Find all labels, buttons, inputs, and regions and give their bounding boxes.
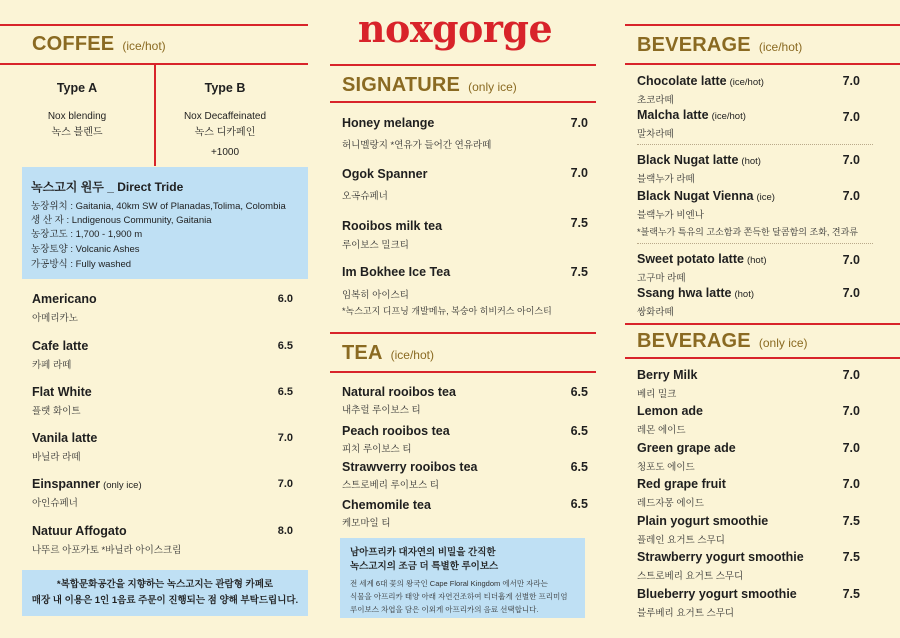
- type-a-line2: 녹스 블렌드: [51, 127, 103, 138]
- menu-item-cafe-latte[interactable]: [32, 339, 88, 371]
- menu-item-black-nugat-vienna[interactable]: [637, 189, 775, 221]
- coffee-subtitle: (ice/hot): [122, 39, 166, 53]
- item-name: Cafe latte: [32, 339, 89, 353]
- beverage-hot-section-title: [637, 34, 802, 57]
- item-korean-name: 청포도 에이드: [637, 462, 695, 473]
- item-korean-name: 초코라떼: [637, 95, 674, 106]
- menu-item-ssang-hwa-latte[interactable]: [637, 286, 754, 318]
- coffee-section-title: [32, 33, 166, 56]
- item-name: Einspanner: [32, 477, 101, 491]
- item-korean-name: 베리 밀크: [637, 389, 677, 400]
- rooibos-story-title: [350, 546, 498, 574]
- menu-item-strawberry-yogurt-smoothie[interactable]: [637, 550, 804, 582]
- item-name: Natural rooibos tea: [342, 385, 456, 399]
- menu-item-rooibos-milk-tea[interactable]: [342, 219, 442, 251]
- item-korean-name: 스트로베리 요거트 스무디: [637, 571, 744, 582]
- item-name: Green grape ade: [637, 441, 736, 455]
- item-name: Sweet potato latte: [637, 252, 744, 266]
- tea-title: TEA: [342, 342, 383, 364]
- item-temperature-note: (hot): [741, 156, 761, 167]
- tea-title-rule: [330, 371, 596, 373]
- item-korean-name: 블랙누가 라떼: [637, 174, 695, 185]
- item-temperature-note: (ice): [756, 192, 775, 203]
- item-korean-name: 오곡슈페너: [342, 191, 388, 202]
- rooibos-story-body: [350, 577, 567, 616]
- item-price: 7.0: [842, 153, 860, 167]
- item-name: Peach rooibos tea: [342, 424, 450, 438]
- menu-item-black-nugat-latte[interactable]: [637, 153, 761, 185]
- item-price: 7.0: [842, 286, 860, 300]
- item-korean-name: 쌍화라떼: [637, 307, 674, 318]
- origin-line-soil: 농장토양 : Volcanic Ashes: [31, 244, 140, 255]
- coffee-title: COFFEE: [32, 33, 115, 55]
- item-name: Ssang hwa latte: [637, 286, 732, 300]
- beverage-ice-section-title: [637, 330, 808, 353]
- tea-top-rule: [330, 332, 596, 334]
- notice-line2: 매장 내 이용은 1인 1음료 주문이 진행되는 점 양해 부탁드립니다.: [31, 595, 299, 606]
- item-name: Chocolate latte: [637, 74, 727, 88]
- item-korean-name: 카페 라떼: [32, 360, 72, 371]
- item-korean-name: 아인슈페너: [32, 498, 78, 509]
- menu-item-americano[interactable]: [32, 292, 97, 324]
- item-korean-name: 레몬 에이드: [637, 425, 686, 436]
- item-price: 6.0: [277, 293, 293, 305]
- item-name: Lemon ade: [637, 404, 703, 418]
- item-temperature-note: (ice/hot): [729, 77, 764, 88]
- origin-line-altitude: 농장고도 : 1,700 - 1,900 m: [31, 229, 143, 240]
- item-price: 7.0: [842, 74, 860, 88]
- menu-item-green-grape-ade[interactable]: [637, 441, 736, 473]
- item-price: 7.0: [842, 477, 860, 491]
- item-name: Berry Milk: [637, 368, 698, 382]
- beverage-ice-subtitle: (only ice): [758, 336, 808, 350]
- item-price: 7.0: [570, 166, 588, 180]
- item-price: 7.0: [842, 253, 860, 267]
- item-korean-name: 플레인 요거트 스무디: [637, 535, 725, 546]
- item-name: Malcha latte: [637, 108, 709, 122]
- menu-item-chemomile-tea[interactable]: [342, 498, 431, 529]
- beverage-ice-top-rule: [625, 323, 900, 325]
- story-body-line3: 루이보스 차엽을 담은 이외게 아프리카의 음료 선택합니다.: [350, 605, 539, 614]
- story-body-line2: 식물을 아프리카 태양 아래 자연건조하여 티더훕게 선별한 프리미엄: [350, 592, 568, 601]
- item-price: 6.5: [570, 460, 588, 474]
- origin-line-location: 농장위치 : Gaitania, 40km SW of Planadas,Tolima, Colombia: [31, 201, 286, 212]
- divider-dotted: [637, 243, 873, 244]
- item-price: 7.5: [842, 550, 860, 564]
- menu-item-vanila-latte[interactable]: [32, 431, 97, 463]
- signature-section-title: [342, 74, 517, 97]
- item-korean-name: 나뚜르 아포카토 *바닐라 아이스크림: [32, 545, 182, 556]
- item-korean-name: 바닐라 라떼: [32, 452, 81, 463]
- coffee-top-rule: [0, 24, 308, 26]
- item-price: 7.5: [842, 587, 860, 601]
- item-korean-name: 말차라떼: [637, 129, 674, 140]
- menu-item-flat-white[interactable]: [32, 385, 92, 417]
- item-name: Vanila latte: [32, 431, 98, 445]
- item-name: Blueberry yogurt smoothie: [637, 587, 797, 601]
- menu-item-red-grape-fruit[interactable]: [637, 477, 726, 509]
- item-name: Chemomile tea: [342, 498, 431, 512]
- item-price: 6.5: [277, 340, 293, 352]
- signature-title-rule: [330, 101, 596, 103]
- item-korean-name: 임복히 아이스티: [342, 290, 409, 301]
- item-price: 7.5: [570, 265, 588, 279]
- beverage-hot-subtitle: (ice/hot): [758, 40, 803, 54]
- origin-line-process: 가공방식 : Fully washed: [31, 259, 132, 270]
- item-name: Ogok Spanner: [342, 167, 428, 181]
- beverage-title-rule: [625, 63, 900, 65]
- item-name: Im Bokhee Ice Tea: [342, 265, 451, 279]
- item-price: 6.5: [570, 385, 588, 399]
- type-b-column: [150, 81, 300, 161]
- type-b-line1: Nox Decaffeinated: [183, 111, 267, 122]
- signature-top-rule: [330, 64, 596, 66]
- notice-text: [22, 577, 308, 609]
- item-price: 7.0: [277, 432, 293, 444]
- item-name: Strawverry rooibos tea: [342, 460, 478, 474]
- item-name: Red grape fruit: [637, 477, 726, 491]
- divider-dotted: [637, 144, 873, 145]
- item-name: Rooibos milk tea: [342, 219, 443, 233]
- item-korean-name: 블랙누가 비엔나: [637, 210, 704, 221]
- item-name: Flat White: [32, 385, 92, 399]
- signature-subtitle: (only ice): [468, 80, 517, 94]
- item-price: 7.5: [842, 514, 860, 528]
- item-price: 7.0: [570, 116, 588, 130]
- origin-title: 녹스고지 원두 _ Direct Tride: [31, 180, 184, 194]
- item-price: 6.5: [570, 497, 588, 511]
- origin-line-producer: 생 산 자 : Lndigenous Community, Gaitania: [31, 215, 212, 226]
- menu-item-im-bokhee-ice-tea[interactable]: [342, 265, 450, 301]
- item-korean-name: 아메리카노: [32, 313, 78, 324]
- item-name: Strawberry yogurt smoothie: [637, 550, 804, 564]
- type-a-column: [0, 81, 154, 141]
- item-korean-name: 케모마일 티: [342, 518, 391, 529]
- menu-item-malcha-latte[interactable]: [637, 108, 746, 140]
- item-korean-name: 블루베리 요거트 스무디: [637, 608, 735, 619]
- item-price: 7.0: [842, 110, 860, 124]
- item-price: 7.0: [842, 189, 860, 203]
- tea-subtitle: (ice/hot): [390, 348, 434, 362]
- item-name: Honey melange: [342, 116, 435, 130]
- beverage-ice-title-rule: [625, 357, 900, 359]
- item-korean-name: 플랫 화이트: [32, 406, 81, 417]
- signature-title: SIGNATURE: [342, 74, 461, 96]
- item-korean-name: 피치 루이보스 티: [342, 444, 412, 455]
- type-a-line1: Nox blending: [47, 111, 107, 122]
- item-korean-name: 고구마 라떼: [637, 273, 686, 284]
- type-a-title: Type A: [56, 81, 98, 95]
- item-price: 7.0: [842, 368, 860, 382]
- menu-item-blueberry-yogurt-smoothie[interactable]: [637, 587, 797, 619]
- menu-item-chocolate-latte[interactable]: [637, 74, 764, 106]
- story-title-line1: 남아프리카 대자연의 비밀을 간직한: [350, 547, 496, 558]
- menu-item-berry-milk[interactable]: [637, 368, 697, 400]
- item-korean-name: 허니멜랑지 *연유가 들어간 연유라떼: [342, 140, 492, 151]
- black-nugat-note: *블랙누가 특유의 고소함과 쫀득한 달콤함의 조화, 견과류: [637, 227, 858, 237]
- menu-item-natuur-affogato[interactable]: [32, 524, 181, 556]
- signature-note: *녹스고지 디프닝 개발메뉴, 복숭아 히비커스 아이스티: [342, 306, 552, 316]
- item-price: 8.0: [277, 525, 293, 537]
- item-price: 7.5: [570, 216, 588, 230]
- menu-item-ogok-spanner[interactable]: [342, 167, 427, 202]
- type-b-line2: 녹스 디카페인: [194, 127, 256, 138]
- item-price: 6.5: [570, 424, 588, 438]
- item-name: Plain yogurt smoothie: [637, 514, 769, 528]
- item-name: Natuur Affogato: [32, 524, 127, 538]
- beverage-top-rule: [625, 24, 900, 26]
- item-korean-name: 스트로베리 루이보스 티: [342, 480, 440, 491]
- item-price: 7.0: [842, 404, 860, 418]
- menu-item-honey-melange[interactable]: [342, 116, 491, 151]
- tea-section-title: [342, 342, 434, 365]
- item-name: Black Nugat latte: [637, 153, 739, 167]
- item-name: Americano: [32, 292, 97, 306]
- item-name: Black Nugat Vienna: [637, 189, 754, 203]
- menu-item-einspanner[interactable]: [32, 477, 142, 509]
- story-title-line2: 녹스고지의 조금 더 특별한 루이보스: [350, 561, 499, 572]
- type-b-extra-price: +1000: [210, 147, 240, 158]
- menu-item-strawverry-rooibos-tea[interactable]: [342, 460, 477, 491]
- item-korean-name: 루이보스 밀크티: [342, 240, 409, 251]
- menu-item-natural-rooibos-tea[interactable]: [342, 385, 456, 416]
- beverage-ice-title: BEVERAGE: [637, 330, 751, 352]
- item-price: 6.5: [277, 386, 293, 398]
- item-temperature-note: (only ice): [103, 480, 142, 491]
- beverage-hot-title: BEVERAGE: [637, 34, 751, 56]
- menu-item-sweet-potato-latte[interactable]: [637, 252, 767, 284]
- story-body-line1: 전 세계 6대 꽃의 왕국인 Cape Floral Kingdom 에서만 자라는: [350, 579, 548, 588]
- menu-item-peach-rooibos-tea[interactable]: [342, 424, 450, 455]
- item-temperature-note: (hot): [746, 255, 767, 266]
- notice-line1: *복합문화공간을 지향하는 녹스고지는 관람형 카페로: [56, 579, 274, 590]
- item-price: 7.0: [842, 441, 860, 455]
- brand-logo: noxgorge: [357, 6, 553, 51]
- item-temperature-note: (hot): [734, 289, 755, 300]
- item-korean-name: 내추럴 루이보스 티: [342, 405, 421, 416]
- item-temperature-note: (ice/hot): [711, 111, 746, 122]
- menu-item-lemon-ade[interactable]: [637, 404, 703, 436]
- menu-item-plain-yogurt-smoothie[interactable]: [637, 514, 768, 546]
- type-b-title: Type B: [204, 81, 246, 95]
- item-price: 7.0: [277, 478, 293, 490]
- item-korean-name: 레드자몽 에이드: [637, 498, 704, 509]
